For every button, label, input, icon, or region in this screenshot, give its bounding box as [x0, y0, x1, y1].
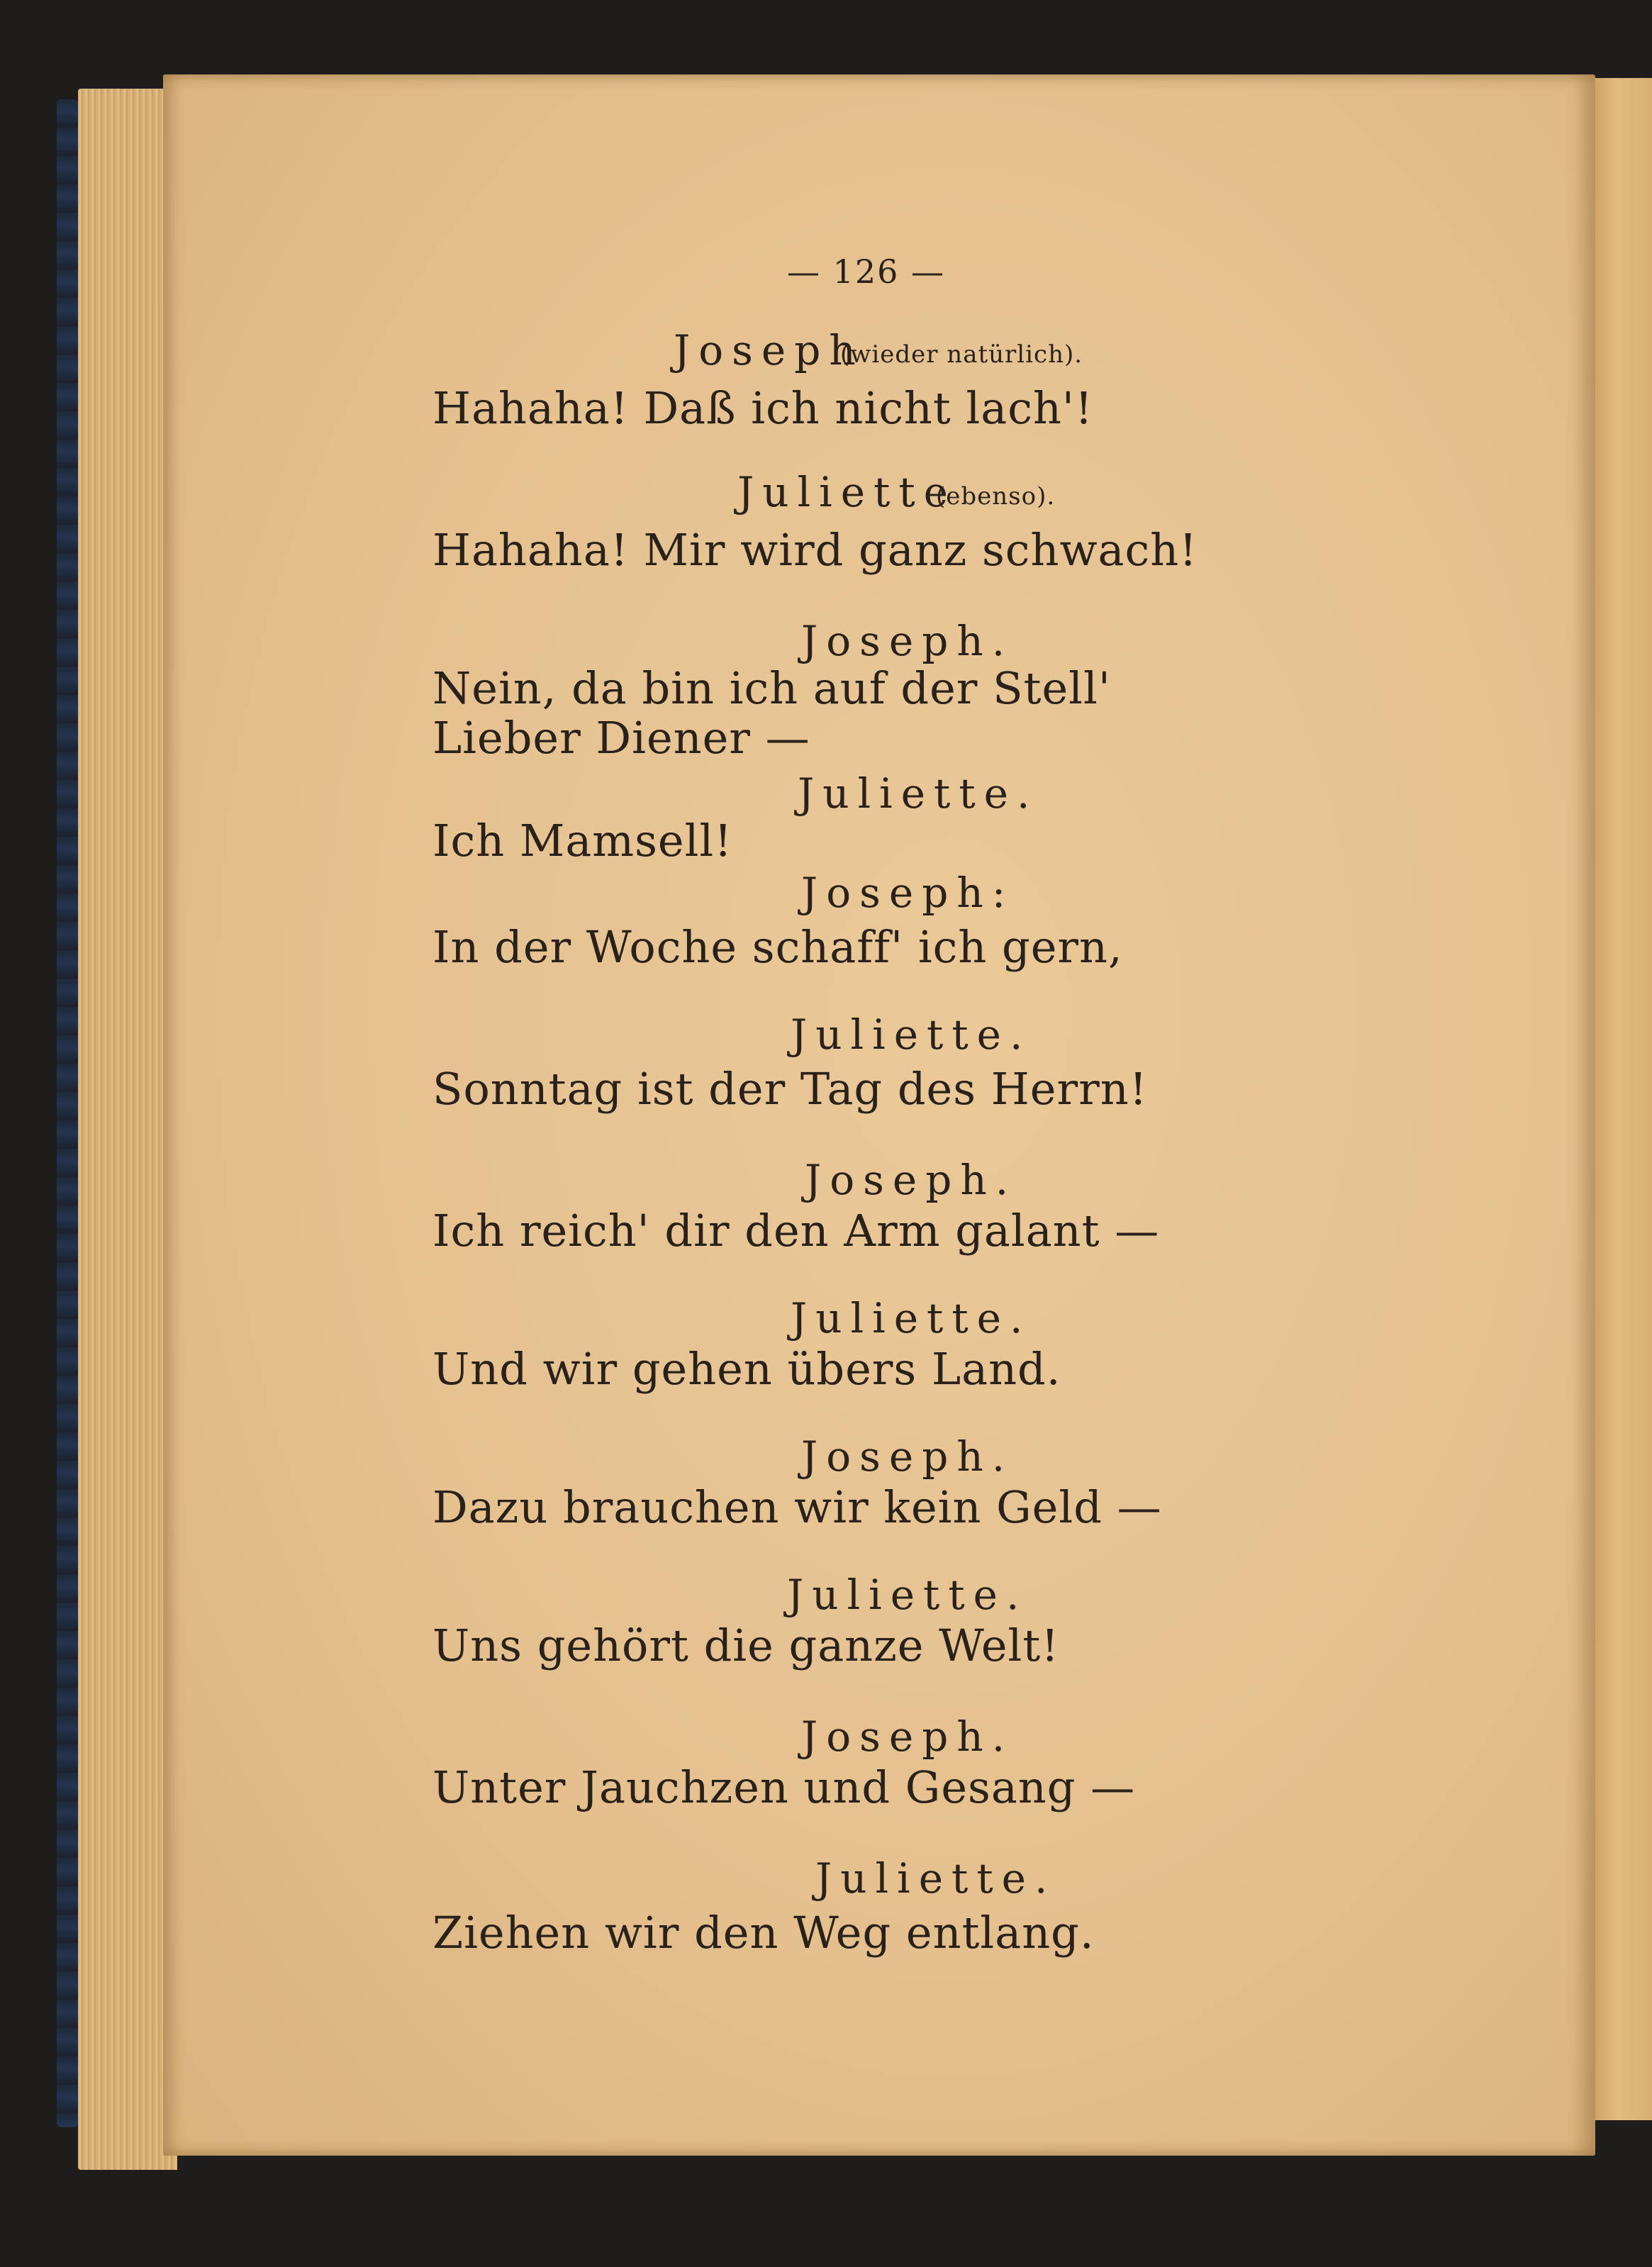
book-page — [163, 74, 1595, 2156]
dialogue-line: Ziehen wir den Weg entlang. — [432, 1907, 1095, 1959]
dialogue-line: Hahaha! Mir wird ganz schwach! — [432, 524, 1198, 576]
speaker-name: Joseph — [674, 326, 864, 374]
dialogue-line: Unter Jauchzen und Gesang — — [432, 1761, 1136, 1813]
speaker-name: Joseph. — [801, 1432, 1014, 1481]
speaker-name: Juliette. — [798, 769, 1039, 818]
speaker-name: Juliette — [737, 468, 956, 516]
speaker-name: Juliette. — [787, 1571, 1028, 1619]
dialogue-line: Und wir gehen übers Land. — [432, 1343, 1061, 1395]
page-stack-edge — [78, 89, 177, 2170]
book-cover-edge — [57, 99, 78, 2127]
dialogue-line: Dazu brauchen wir kein Geld — — [432, 1481, 1162, 1533]
speaker-name: Joseph. — [801, 1712, 1014, 1761]
page-number: — 126 — — [787, 252, 946, 291]
stage-direction: (wieder natürlich). — [840, 340, 1083, 369]
dialogue-line: Nein, da bin ich auf der Stell' — [432, 662, 1111, 714]
dialogue-line: Lieber Diener — — [432, 712, 810, 764]
speaker-name: Juliette. — [791, 1294, 1032, 1342]
speaker-name: Joseph. — [805, 1156, 1017, 1204]
speaker-name: Joseph. — [801, 617, 1014, 665]
speaker-name: Juliette. — [791, 1010, 1032, 1059]
dialogue-line: Uns gehört die ganze Welt! — [432, 1620, 1060, 1671]
speaker-name: Joseph: — [801, 869, 1015, 917]
dialogue-line: Ich Mamsell! — [432, 815, 733, 867]
speaker-name: Juliette. — [815, 1854, 1056, 1903]
facing-page-edge — [1587, 78, 1652, 2120]
dialogue-line: Hahaha! Daß ich nicht lach'! — [432, 382, 1093, 434]
dialogue-line: In der Woche schaff' ich gern, — [432, 921, 1123, 973]
stage-direction: (ebenso). — [936, 482, 1056, 511]
dialogue-line: Ich reich' dir den Arm galant — — [432, 1205, 1160, 1257]
dialogue-line: Sonntag ist der Tag des Herrn! — [432, 1063, 1148, 1115]
